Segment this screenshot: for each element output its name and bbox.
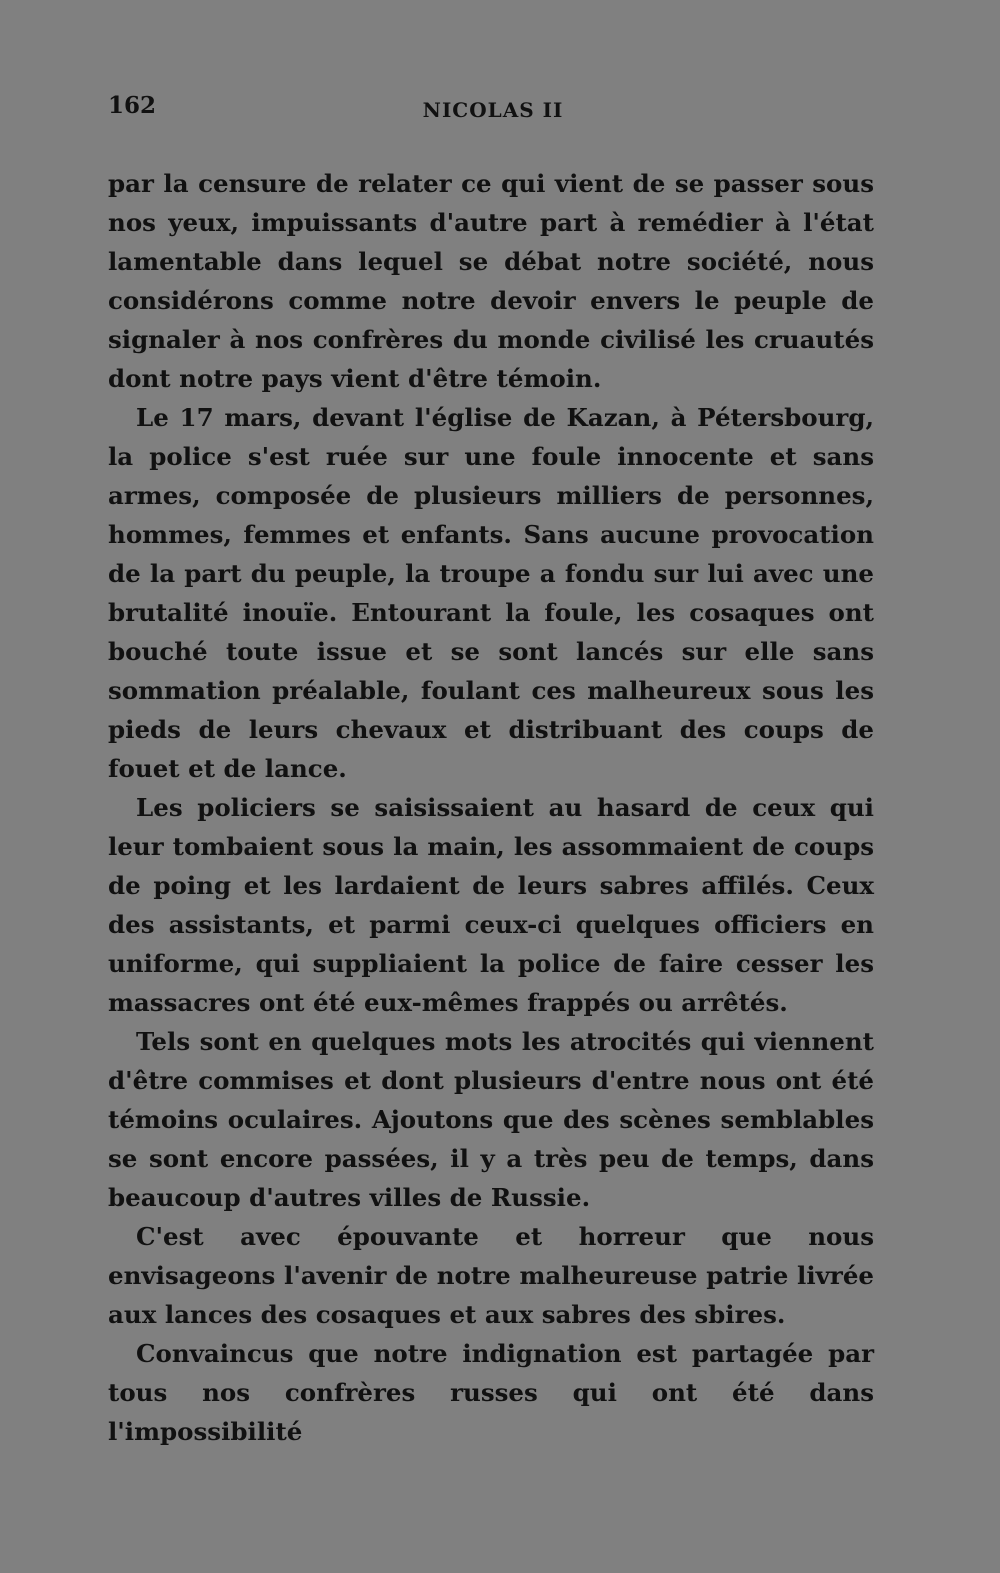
running-head: NICOLAS II xyxy=(422,98,564,122)
page-number: 162 xyxy=(108,92,157,119)
paragraph-2: Le 17 mars, devant l'église de Kazan, à Pétersbourg, la police s'est ruée sur une foule innocente et sans armes, composée de plusieurs milliers de personnes, hommes, femmes et enfants. Sans aucune provocation de la part du peuple, la troupe a fondu sur lui avec une brutalité inouïe. Entourant la foule, les cosaques ont bouché toute issue et se sont lancés sur elle sans sommation préalable, foulant ces malheureux sous les pieds de leurs chevaux et distribuant des coups de fouet et de lance. xyxy=(108,403,874,783)
page-header xyxy=(108,92,878,132)
paragraph-1: par la censure de relater ce qui vient de se passer sous nos yeux, impuissants d'autre part à remédier à l'état lamentable dans lequel se débat notre société, nous considérons comme notre devoir envers le peuple de signaler à nos confrères du monde civilisé les cruautés dont notre pays vient d'être témoin. xyxy=(108,169,874,393)
paragraph-5: C'est avec épouvante et horreur que nous envisageons l'avenir de notre malheureuse patrie livrée aux lances des cosaques et aux sabres des sbires. xyxy=(108,1222,874,1329)
paragraph-6: Convaincus que notre indignation est partagée par tous nos confrères russes qui ont été dans l'impossibilité xyxy=(108,1339,874,1446)
body-text xyxy=(108,164,874,1451)
paragraph-3: Les policiers se saisissaient au hasard de ceux qui leur tombaient sous la main, les assommaient de coups de poing et les lardaient de leurs sabres affilés. Ceux des assistants, et parmi ceux-ci quelques officiers en uniforme, qui suppliaient la police de faire cesser les massacres ont été eux-mêmes frappés ou arrêtés. xyxy=(108,793,874,1017)
paragraph-4: Tels sont en quelques mots les atrocités qui viennent d'être commises et dont plusieurs d'entre nous ont été témoins oculaires. Ajoutons que des scènes semblables se sont encore passées, il y a très peu de temps, dans beaucoup d'autres villes de Russie. xyxy=(108,1027,874,1212)
